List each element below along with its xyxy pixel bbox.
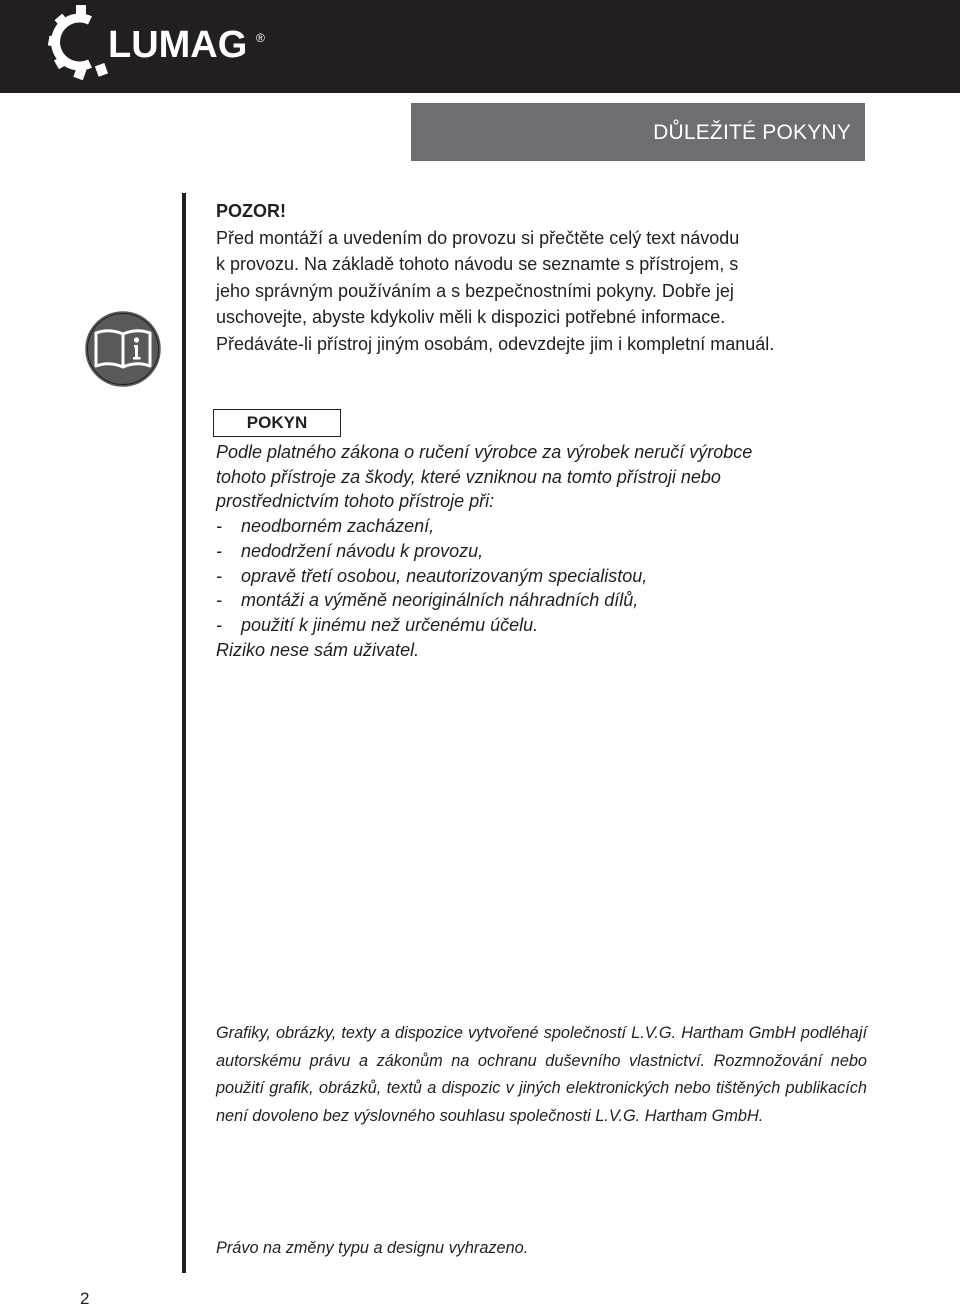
warning-line: k provozu. Na základě tohoto návodu se seznamte s přístrojem, s xyxy=(216,254,739,275)
note-intro-line: Podle platného zákona o ručení výrobce za výrobek neručí výrobce xyxy=(216,442,753,462)
note-label: POKYN xyxy=(213,409,341,437)
copyright-notice xyxy=(216,1020,867,1130)
warning-line: Předáváte-li přístroj jiným osobám, odevzdejte jim i kompletní manuál. xyxy=(216,333,775,354)
list-dash: - xyxy=(216,540,222,561)
warning-block xyxy=(216,198,876,358)
note-item-text: nedodržení návodu k provozu, xyxy=(241,540,484,561)
gear-icon xyxy=(48,5,108,80)
list-dash: - xyxy=(216,516,222,537)
note-list-item xyxy=(216,588,876,613)
warning-line: Před montáží a uvedením do provozu si přečtěte celý text návodu xyxy=(216,227,740,248)
copyright-line: Rozmnožování nebo použití grafik, obrázků, textů a dispozic v jiných elektronických xyxy=(216,1051,867,1097)
note-list-item xyxy=(216,514,876,539)
header-bar xyxy=(0,0,960,93)
note-intro-line: tohoto přístroje za škody, které vzniknou na tomto přístroji nebo xyxy=(216,466,721,487)
note-item-text: opravě třetí osobou, neautorizovaným specialistou, xyxy=(241,565,648,586)
margin-divider xyxy=(182,193,186,1273)
note-body xyxy=(216,440,876,662)
warning-line: jeho správným používáním a s bezpečnostními pokyny. Dobře jej xyxy=(216,280,734,301)
list-dash: - xyxy=(216,590,222,611)
section-header xyxy=(411,103,865,161)
page-number: 2 xyxy=(80,1289,90,1308)
brand-name: LUMAG xyxy=(108,24,248,66)
warning-line: uschovejte, abyste kdykoliv měli k dispozici potřebné informace. xyxy=(216,307,726,328)
copyright-line: podléhají autorskému právu a zákonům na ochranu duševního vlastnictví. xyxy=(216,1024,867,1070)
note-conclusion: Riziko nese sám uživatel. xyxy=(216,639,420,660)
list-dash: - xyxy=(216,565,222,586)
copyright-line: Grafiky, obrázky, texty a dispozice vytvořené společností L.V.G. Hartham GmbH xyxy=(216,1024,801,1042)
warning-title: POZOR! xyxy=(216,201,286,221)
note-item-text: použití k jinému než určenému účelu. xyxy=(241,614,539,635)
note-intro-line: prostřednictvím tohoto přístroje při: xyxy=(216,491,495,512)
note-list-item xyxy=(216,564,876,589)
section-title: DŮLEŽITÉ POKYNY xyxy=(653,121,851,144)
changes-notice: Právo na změny typu a designu vyhrazeno. xyxy=(216,1239,529,1257)
list-dash: - xyxy=(216,614,222,635)
copyright-line: nebo tištěných publikacích není dovoleno bez výslovného souhlasu společnosti xyxy=(216,1079,867,1125)
registered-mark: ® xyxy=(256,31,265,45)
note-list-item xyxy=(216,539,876,564)
lumag-logo xyxy=(46,2,286,82)
copyright-line: L.V.G. Hartham GmbH. xyxy=(595,1106,764,1125)
note-item-text: montáži a výměně neoriginálních náhradních dílů, xyxy=(241,590,639,611)
manual-info-icon xyxy=(83,309,163,389)
note-item-text: neodborném zacházení, xyxy=(241,516,435,537)
note-list-item xyxy=(216,613,876,638)
